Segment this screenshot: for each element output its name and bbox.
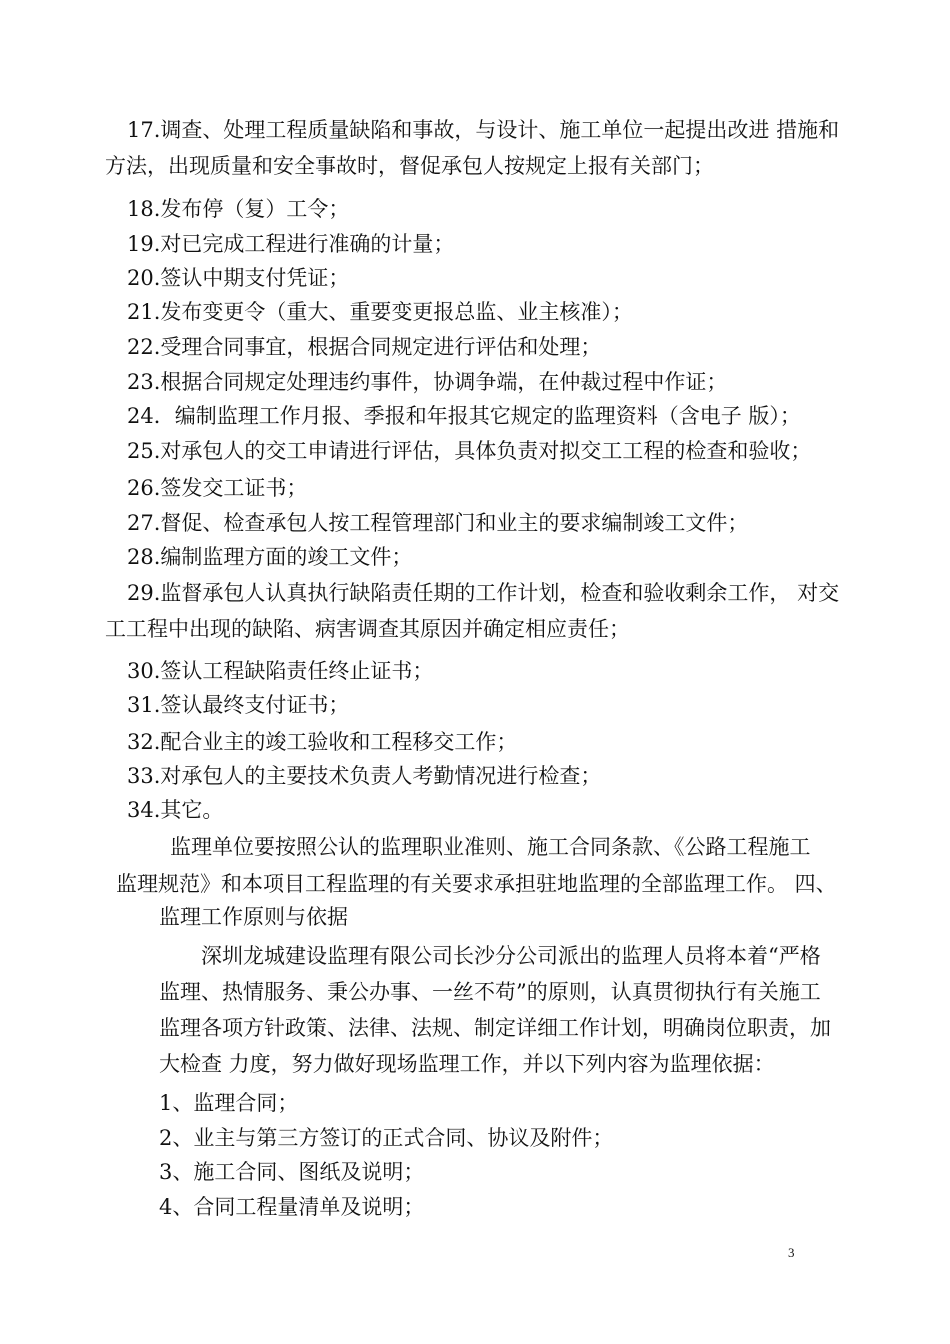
text-line: 30.签认工程缺陷责任终止证书；	[127, 659, 434, 683]
text-line: 25.对承包人的交工申请进行评估，具体负责对拟交工工程的检查和验收；	[127, 439, 812, 463]
paragraph-line: 监理各项方针政策、法律、法规、制定详细工作计划，明确岗位职责，加	[159, 1016, 831, 1040]
text-line: 26.签发交工证书；	[127, 476, 308, 500]
paragraph-line: 深圳龙城建设监理有限公司长沙分公司派出的监理人员将本着“严格	[201, 944, 821, 968]
text-line: 21.发布变更令（重大、重要变更报总监、业主核准）；	[127, 300, 633, 324]
page-number: 3	[788, 1245, 795, 1260]
list-item: 1、监理合同；	[159, 1091, 299, 1115]
text-line: 31.签认最终支付证书；	[127, 693, 350, 717]
text-line: 18.发布停（复）工令；	[127, 197, 350, 221]
text-line: 20.签认中期支付凭证；	[127, 266, 350, 290]
text-line: 32.配合业主的竣工验收和工程移交工作；	[127, 730, 518, 754]
text-line: 22.受理合同事宜，根据合同规定进行评估和处理；	[127, 335, 602, 359]
text-line: 24．编制监理工作月报、季报和年报其它规定的监理资料（含电子 版）；	[127, 404, 801, 428]
text-line: 工工程中出现的缺陷、病害调查其原因并确定相应责任；	[105, 617, 630, 641]
text-line: 17.调查、处理工程质量缺陷和事故，与设计、施工单位一起提出改进 措施和	[127, 118, 840, 142]
text-line: 33.对承包人的主要技术负责人考勤情况进行检查；	[127, 764, 602, 788]
list-item: 2、业主与第三方签订的正式合同、协议及附件；	[159, 1126, 614, 1150]
text-line: 方法，出现质量和安全事故时，督促承包人按规定上报有关部门；	[105, 154, 714, 178]
section-heading: 监理工作原则与依据	[159, 905, 348, 929]
text-line: 19.对已完成工程进行准确的计量；	[127, 232, 455, 256]
list-item: 3、施工合同、图纸及说明；	[159, 1160, 425, 1184]
text-line: 34.其它。	[127, 798, 224, 822]
text-line: 23.根据合同规定处理违约事件，协调争端，在仲裁过程中作证；	[127, 370, 728, 394]
paragraph-line: 大检查 力度，努力做好现场监理工作，并以下列内容为监理依据：	[159, 1052, 775, 1076]
text-line: 28.编制监理方面的竣工文件；	[127, 545, 413, 569]
paragraph-line: 监理单位要按照公认的监理职业准则、施工合同条款、《公路工程施工	[170, 835, 811, 859]
list-item: 4、合同工程量清单及说明；	[159, 1195, 425, 1219]
paragraph-line: 监理规范》和本项目工程监理的有关要求承担驻地监理的全部监理工作。 四、	[116, 872, 837, 896]
text-line: 29.监督承包人认真执行缺陷责任期的工作计划，检查和验收剩余工作， 对交	[127, 581, 840, 605]
text-line: 27.督促、检查承包人按工程管理部门和业主的要求编制竣工文件；	[127, 511, 749, 535]
paragraph-line: 监理、热情服务、秉公办事、一丝不苟”的原则，认真贯彻执行有关施工	[159, 980, 821, 1004]
